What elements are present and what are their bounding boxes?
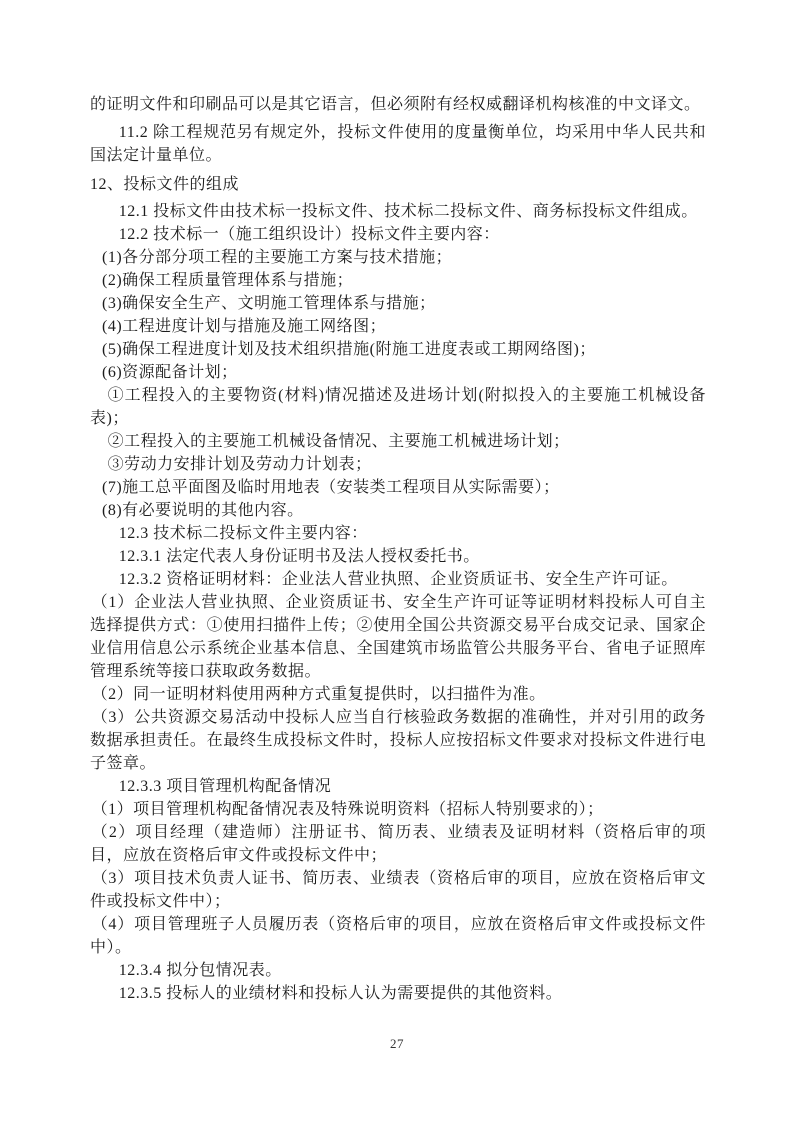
item-12-3-2-3: （3）公共资源交易活动中投标人应当自行核验政务数据的准确性，并对引用的政务数据承担责任。在最终生成投标文件时，投标人应按招标文件要求对投标文件进行电子签章。: [90, 709, 706, 772]
clause-12-1: 12.1 投标文件由技术标一投标文件、技术标二投标文件、商务标投标文件组成。: [118, 203, 698, 220]
page-number: 27: [390, 1036, 404, 1051]
item-12-2-6: (6)资源配备计划；: [102, 364, 238, 381]
document-body: [90, 93, 706, 1005]
clause-12-2: 12.2 技术标一（施工组织设计）投标文件主要内容：: [118, 226, 500, 243]
item-12-3-3-4: （4）项目管理班子人员履历表（资格后审的项目，应放在资格后审文件或投标文件中）。: [90, 916, 706, 956]
item-12-2-4: (4)工程进度计划与措施及施工网络图；: [102, 318, 387, 335]
subitem-circle-2: ②工程投入的主要施工机械设备情况、主要施工机械进场计划；: [107, 433, 570, 450]
item-12-2-7: (7)施工总平面图及临时用地表（安装类工程项目从实际需要）；: [102, 479, 560, 496]
item-12-2-2: (2)确保工程质量管理体系与措施；: [102, 272, 354, 289]
item-12-3-3-3: （3）项目技术负责人证书、简历表、业绩表（资格后审的项目，应放在资格后审文件或投标文件中）；: [90, 870, 706, 910]
section-12-heading: 12、投标文件的组成: [90, 176, 240, 193]
item-12-2-5: (5)确保工程进度计划及技术组织措施(附施工进度表或工期网络图)；: [102, 341, 596, 358]
item-12-3-2-1: （1）企业法人营业执照、企业资质证书、安全生产许可证等证明材料投标人可自主选择提供方式：①使用扫描件上传；②使用全国公共资源交易平台成交记录、国家企业信用信息公示系统企业基本信息、全国建筑市场监管公共服务平台、省电子证照库管理系统等接口获取政务数据。: [90, 594, 706, 680]
item-12-2-8: (8)有必要说明的其他内容。: [102, 502, 304, 519]
page-footer: [0, 1036, 794, 1052]
clause-12-3-2: 12.3.2 资格证明材料：企业法人营业执照、企业资质证书、安全生产许可证。: [118, 571, 678, 588]
clause-12-3-4: 12.3.4 拟分包情况表。: [118, 962, 282, 979]
item-12-2-3: (3)确保安全生产、文明施工管理体系与措施；: [102, 295, 436, 312]
item-12-3-2-2: （2）同一证明材料使用两种方式重复提供时，以扫描件为准。: [91, 686, 546, 703]
para-foreign-language-note: 的证明文件和印刷品可以是其它语言，但必须附有经权威翻译机构核准的中文译文。: [90, 96, 701, 113]
item-12-3-3-2: （2）项目经理（建造师）注册证书、简历表、业绩表及证明材料（资格后审的项目，应放在资格后审文件或投标文件中；: [90, 824, 706, 864]
clause-12-3-1: 12.3.1 法定代表人身份证明书及法人授权委托书。: [118, 548, 480, 565]
clause-12-3-5: 12.3.5 投标人的业绩材料和投标人认为需要提供的其他资料。: [118, 985, 563, 1002]
clause-11-2: 11.2 除工程规范另有规定外，投标文件使用的度量衡单位，均采用中华人民共和国法定计量单位。: [90, 124, 706, 164]
clause-12-3: 12.3 技术标二投标文件主要内容：: [118, 525, 368, 542]
clause-12-3-3: 12.3.3 项目管理机构配备情况: [118, 778, 332, 795]
item-12-2-1: (1)各分部分项工程的主要施工方案与技术措施；: [102, 249, 453, 266]
item-12-3-3-1: （1）项目管理机构配备情况表及特殊说明资料（招标人特别要求的）；: [91, 801, 604, 818]
subitem-circle-3: ③劳动力安排计划及劳动力计划表；: [107, 456, 372, 473]
subitem-circle-1: ①工程投入的主要物资(材料)情况描述及进场计划(附拟投入的主要施工机械设备表)；: [90, 387, 706, 427]
